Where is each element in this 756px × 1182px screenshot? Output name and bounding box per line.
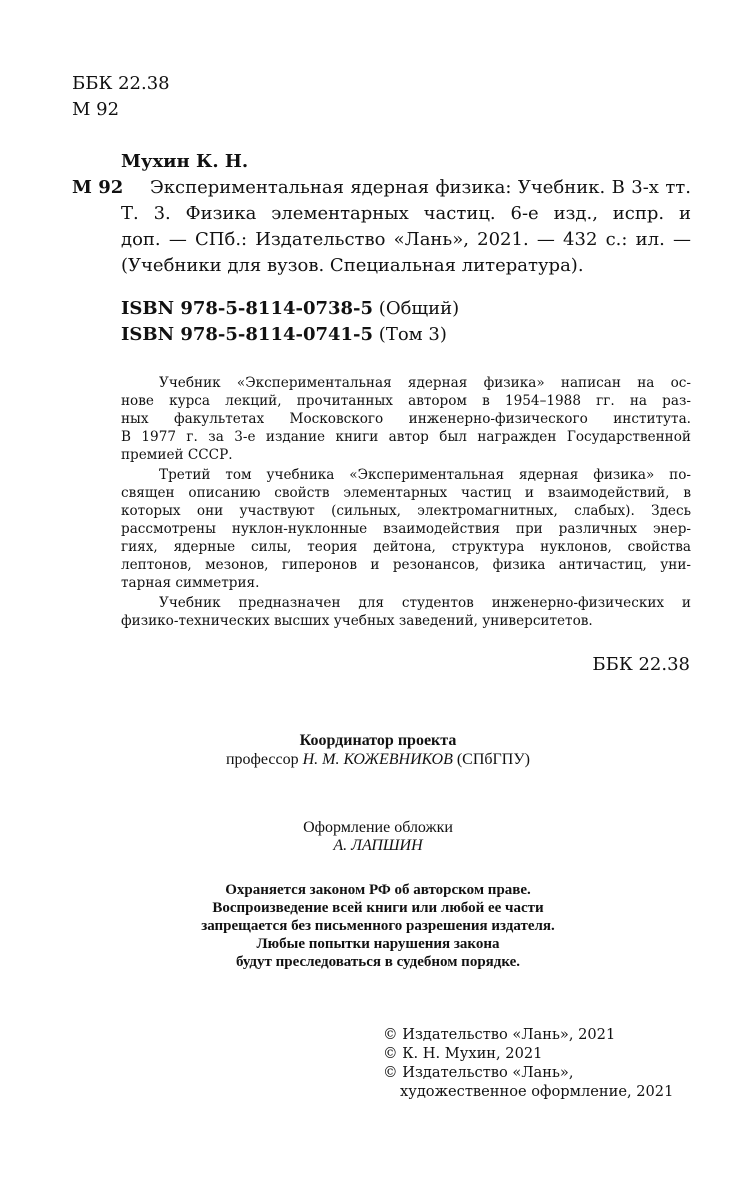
author-code: М 92 — [72, 177, 124, 198]
cover-designer: А. ЛАПШИН — [333, 837, 423, 854]
copyright-line: © Издательство «Лань», 2021 — [383, 1026, 616, 1043]
bbk-footer: ББК 22.38 — [592, 654, 690, 675]
annotation-line: лептонов, мезонов, гиперонов и резонансов, физика античастиц, уни- — [121, 557, 691, 573]
copyright-notice-line: будут преследоваться в судебном порядке. — [235, 954, 521, 970]
isbn-number-2: ISBN 978-5-8114-0741-5 — [121, 324, 374, 345]
annotation-line: премией СССР. — [121, 447, 233, 463]
isbn-line-2 — [121, 324, 447, 345]
coordinator-role: профессор — [225, 751, 299, 768]
copyright-notice-line: Любые попытки нарушения закона — [256, 936, 500, 952]
annotation-line: тарная симметрия. — [121, 575, 260, 591]
annotation-line: ных факультетах Московского инженерно-физического института. — [121, 411, 691, 427]
citation-line-2: Т. 3. Физика элементарных частиц. 6-е изд., испр. и — [121, 203, 691, 224]
annotation-line: нове курса лекций, прочитанных автором в 1954–1988 гг. на раз- — [121, 393, 691, 409]
author-name: Мухин К. Н. — [121, 151, 249, 172]
copyright-line: © Издательство «Лань», — [383, 1064, 574, 1081]
citation-line-4: (Учебники для вузов. Специальная литература). — [121, 255, 584, 276]
isbn-number-1: ISBN 978-5-8114-0738-5 — [121, 298, 374, 319]
annotation-line: священ описанию свойств элементарных частиц и взаимодействий, в — [121, 485, 691, 501]
copyright-line: © К. Н. Мухин, 2021 — [383, 1045, 543, 1062]
isbn-note-1: (Общий) — [378, 298, 460, 319]
isbn-note-2: (Том 3) — [378, 324, 447, 345]
annotation-line: рассмотрены нуклон-нуклонные взаимодействия при различных энер- — [121, 521, 691, 537]
coordinator-name: Н. М. КОЖЕВНИКОВ — [302, 751, 453, 768]
copyright-notice-line: Охраняется законом РФ об авторском праве. — [225, 882, 531, 898]
copyright-line: художественное оформление, 2021 — [400, 1083, 674, 1100]
annotation-line: гиях, ядерные силы, теория дейтона, структура нуклонов, свойства — [121, 539, 691, 555]
coordinator-line — [0, 751, 756, 769]
bbk-header: ББК 22.38 — [72, 73, 170, 94]
annotation-line: Учебник предназначен для студентов инженерно-физических и — [159, 595, 691, 611]
citation-line-1: Экспериментальная ядерная физика: Учебник. В 3-х тт. — [150, 177, 691, 198]
copyright-notice-line: запрещается без письменного разрешения издателя. — [201, 918, 555, 934]
copyright-notice-line: Воспроизведение всей книги или любой ее части — [212, 900, 544, 916]
annotation-line: Третий том учебника «Экспериментальная ядерная физика» по- — [159, 467, 691, 483]
isbn-line-1 — [121, 298, 459, 319]
annotation-line: В 1977 г. за 3-е издание книги автор был награжден Государственной — [121, 429, 691, 445]
annotation-line: физико-технических высших учебных заведений, университетов. — [121, 613, 593, 629]
coordinator-title: Координатор проекта — [299, 732, 457, 749]
annotation-line: Учебник «Экспериментальная ядерная физика» написан на ос- — [159, 375, 691, 391]
coordinator-org: (СПбГПУ) — [456, 751, 530, 768]
author-code-header: М 92 — [72, 99, 120, 120]
citation-line-3: доп. — СПб.: Издательство «Лань», 2021. — 432 с.: ил. — — [121, 229, 691, 250]
annotation-line: которых они участвуют (сильных, электромагнитных, слабых). Здесь — [121, 503, 691, 519]
cover-title: Оформление обложки — [303, 819, 453, 836]
